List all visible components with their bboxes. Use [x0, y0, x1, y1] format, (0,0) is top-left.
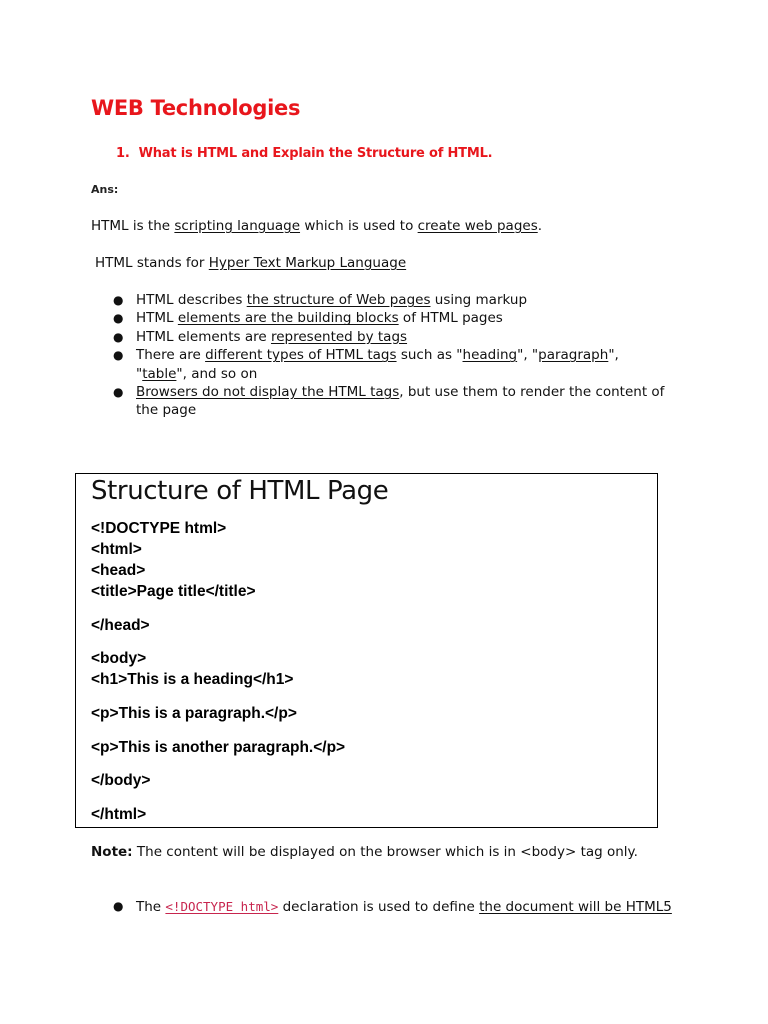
list-item — [112, 346, 672, 383]
underlined-phrase: elements are the building blocks — [177, 310, 399, 327]
intro-paragraph-1 — [91, 218, 542, 234]
text-run: using markup — [430, 292, 528, 308]
question-heading — [116, 146, 492, 161]
underlined-phrase: heading — [462, 347, 518, 364]
list-item — [112, 309, 672, 327]
code-line: </body> — [91, 772, 151, 789]
text-run: HTML stands for — [95, 255, 209, 271]
list-item — [112, 383, 672, 420]
code-line: <body> — [91, 650, 147, 667]
list-item — [112, 328, 672, 346]
list-item — [112, 291, 672, 309]
structure-box-title: Structure of HTML Page — [91, 476, 389, 506]
underlined-phrase: the document will be HTML5 — [479, 899, 672, 915]
text-run: , but use them to render the content of the page — [136, 384, 665, 419]
text-run: There are — [136, 347, 206, 364]
note-paragraph — [91, 843, 671, 861]
text-run: The — [136, 899, 166, 915]
underlined-phrase: different types of HTML tags — [205, 347, 397, 364]
bullet-icon: ● — [113, 311, 124, 326]
note-label: Note: — [91, 844, 133, 860]
code-line: <html> — [91, 541, 142, 558]
underlined-phrase: represented by tags — [270, 328, 408, 345]
underlined-phrase: the structure of Web pages — [246, 292, 431, 308]
underlined-phrase: paragraph — [538, 347, 609, 364]
text-run: which is used to — [300, 218, 418, 234]
text-run: declaration is used to define — [278, 899, 480, 915]
text-run: ", " — [517, 347, 539, 364]
bullet-icon: ● — [113, 385, 124, 400]
code-line: <title>Page title</title> — [91, 583, 256, 600]
code-line: <!DOCTYPE html> — [91, 520, 227, 537]
code-line: </html> — [91, 806, 147, 823]
bullet-icon: ● — [113, 293, 124, 307]
bullet-icon: ● — [113, 329, 124, 344]
text-run: HTML — [136, 310, 178, 327]
code-line: <head> — [91, 562, 146, 579]
intro-paragraph-2 — [95, 255, 406, 271]
code-line: <p>This is a paragraph.</p> — [91, 705, 297, 722]
code-line: </head> — [91, 617, 150, 634]
page-title: WEB Technologies — [91, 96, 301, 120]
bullet-icon: ● — [113, 348, 124, 363]
list-item — [112, 897, 672, 917]
text-run: HTML describes — [136, 292, 247, 308]
text-run: such as " — [396, 347, 463, 364]
note-text: The content will be displayed on the browser which is in <body> tag only. — [132, 844, 638, 860]
text-run: of HTML pages — [398, 310, 503, 327]
underlined-phrase: create web pages — [417, 218, 538, 234]
text-run: ", and so on — [176, 365, 258, 382]
underlined-phrase: scripting language — [174, 218, 301, 234]
text-run: ", " — [136, 347, 619, 382]
text-run: HTML elements are — [136, 328, 271, 345]
code-line: <p>This is another paragraph.</p> — [91, 739, 346, 756]
text-run: . — [537, 218, 543, 234]
question-text: What is HTML and Explain the Structure of HTML. — [138, 146, 493, 161]
underlined-phrase: table — [142, 365, 177, 382]
code-fragment: <!DOCTYPE html> — [165, 899, 279, 914]
underlined-phrase: Hyper Text Markup Language — [208, 255, 407, 271]
code-line: <h1>This is a heading</h1> — [91, 671, 294, 688]
text-run: HTML is the — [91, 218, 175, 234]
html-facts-list — [112, 291, 672, 420]
doctype-list — [112, 897, 672, 917]
bullet-icon: ● — [113, 899, 124, 913]
structure-box — [75, 473, 658, 828]
answer-label: Ans: — [91, 183, 119, 196]
question-number: 1. — [116, 146, 130, 161]
underlined-phrase: Browsers do not display the HTML tags — [136, 384, 400, 401]
